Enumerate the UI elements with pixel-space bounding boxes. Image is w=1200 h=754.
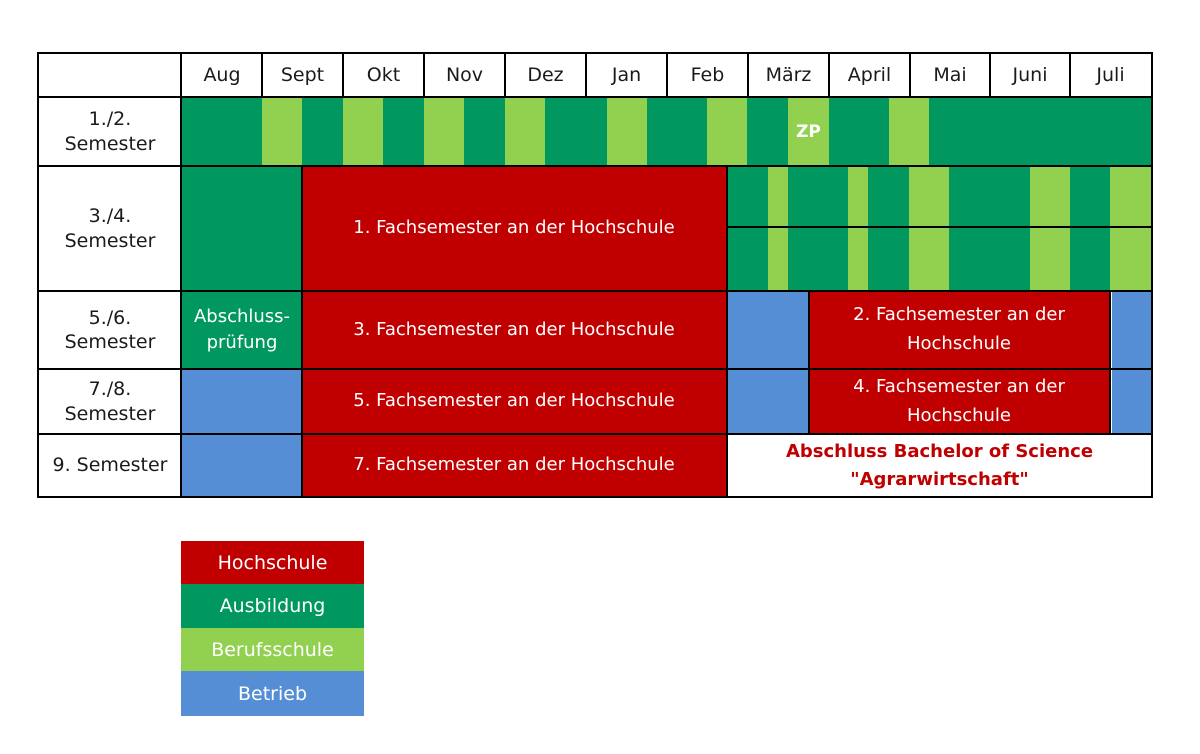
- column-separator: [585, 52, 587, 97]
- column-separator: [909, 52, 911, 97]
- table-border: [37, 496, 1153, 498]
- row-separator: [37, 368, 1153, 370]
- month-juli: Juli: [1096, 63, 1125, 86]
- column-separator: [301, 166, 303, 497]
- final-degree-note: Abschluss Bachelor of Science "Agrarwirtschaft": [785, 440, 1094, 490]
- month-sept: Sept: [280, 63, 325, 86]
- berufsschule-stripe: [889, 98, 929, 165]
- column-separator: [747, 52, 749, 97]
- column-separator: [726, 166, 728, 497]
- legend-betrieb: Betrieb: [181, 671, 364, 716]
- month-dez: Dez: [527, 63, 564, 86]
- hochschule-block-fachsemester-2: 2. Fachsemester an der Hochschule: [808, 292, 1110, 368]
- column-separator: [180, 52, 182, 498]
- legend-berufsschule: Berufsschule: [181, 628, 364, 671]
- betrieb-block: [1112, 370, 1151, 433]
- legend-ausbildung: Ausbildung: [181, 584, 364, 628]
- berufsschule-stripe: [607, 98, 647, 165]
- ausbildung-block: [182, 167, 302, 290]
- column-separator: [989, 52, 991, 97]
- row-label-semester-9: 9. Semester: [52, 454, 168, 477]
- berufsschule-stripe: [848, 167, 868, 290]
- month-okt: Okt: [366, 63, 401, 86]
- row-separator: [37, 290, 1153, 292]
- hochschule-block-fachsemester-1: 1. Fachsemester an der Hochschule: [302, 167, 726, 290]
- column-separator: [808, 291, 810, 434]
- row-separator: [37, 165, 1153, 167]
- berufsschule-stripe: [768, 167, 788, 290]
- month-feb: Feb: [690, 63, 725, 86]
- betrieb-block: [182, 370, 302, 433]
- month-april: April: [847, 63, 892, 86]
- column-separator: [423, 52, 425, 97]
- column-separator: [828, 52, 830, 97]
- row-label-semester-3-4: 3./4. Semester: [64, 205, 156, 252]
- row-label-semester-7-8: 7./8. Semester: [64, 378, 156, 425]
- berufsschule-stripe: [707, 98, 747, 165]
- berufsschule-stripe: [343, 98, 383, 165]
- column-separator: [666, 52, 668, 97]
- table-border: [37, 52, 1153, 54]
- column-separator: [504, 52, 506, 97]
- berufsschule-stripe: [505, 98, 545, 165]
- column-separator: [342, 52, 344, 97]
- table-border: [1151, 52, 1153, 498]
- hochschule-block-fachsemester-7: 7. Fachsemester an der Hochschule: [302, 435, 726, 496]
- month-mai: Mai: [933, 63, 967, 86]
- ausbildung-block-abschlusspruefung: Abschluss- prüfung: [182, 292, 302, 368]
- betrieb-block: [728, 292, 808, 368]
- column-separator: [1069, 52, 1071, 97]
- row-label-semester-5-6: 5./6. Semester: [64, 306, 156, 353]
- row-separator: [37, 96, 1153, 98]
- berufsschule-stripe: [1030, 167, 1070, 290]
- betrieb-block: [728, 370, 808, 433]
- hochschule-block-fachsemester-5: 5. Fachsemester an der Hochschule: [302, 370, 726, 433]
- berufsschule-stripe: [909, 167, 949, 290]
- column-separator: [261, 52, 263, 97]
- month-nov: Nov: [445, 63, 484, 86]
- month-juni: Juni: [1012, 63, 1048, 86]
- berufsschule-stripe: [424, 98, 464, 165]
- row-separator: [37, 433, 1153, 435]
- hochschule-block-fachsemester-4: 4. Fachsemester an der Hochschule: [808, 370, 1110, 433]
- berufsschule-stripe: [1110, 167, 1151, 290]
- month-jan: Jan: [611, 63, 642, 86]
- month-aug: Aug: [203, 63, 241, 86]
- berufsschule-stripe: [262, 98, 302, 165]
- table-border: [37, 52, 39, 498]
- legend-hochschule: Hochschule: [181, 541, 364, 584]
- column-separator: [1109, 291, 1111, 434]
- row-label-semester-1-2: 1./2. Semester: [64, 108, 156, 155]
- betrieb-block: [1112, 292, 1151, 368]
- zp-marker: ZP: [796, 121, 821, 142]
- ausbildung-block: [182, 98, 1151, 165]
- hochschule-block-fachsemester-3: 3. Fachsemester an der Hochschule: [302, 292, 726, 368]
- row-split-line: [726, 226, 1153, 228]
- month-maerz: März: [765, 63, 812, 86]
- betrieb-block: [182, 435, 302, 496]
